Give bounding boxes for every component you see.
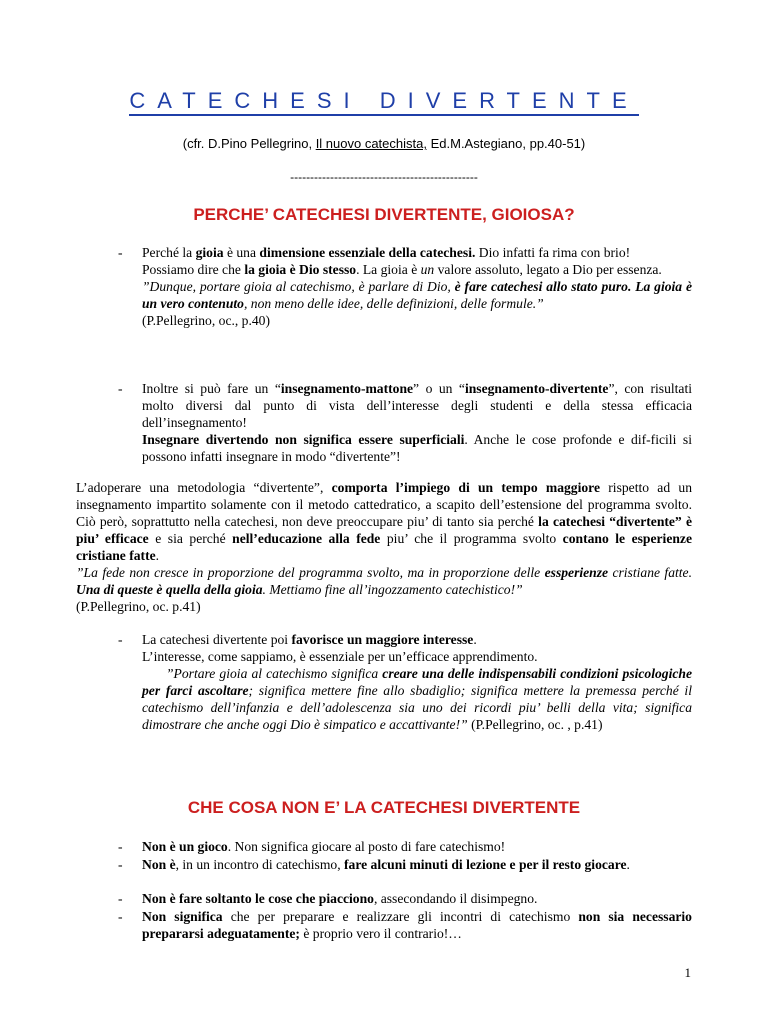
- bullet-dash: -: [118, 839, 123, 854]
- body-paragraph: L’adoperare una metodologia “divertente”, comporta l’impiego di un tempo maggiore rispetto ad un insegnamento impartito solamente con il metodo cattedratico, a scapito dell’estensione del programma svolto. Ciò però, soprattutto nella catechesi, non deve preoccupare piu’ di tanto sia perché la catechesi “divertente” è piu’ efficace e sia perché nell’educazione alla fede piu’ che il programma svolto contano le esperienze cristiane fatte. ”La fede non cresce in proporzione del programma svolto, ma in proporzione delle essperienze cristiane fatte. Una di queste è quella della gioia. Mettiamo fine all’ingozzamento catechistico!” (P.Pellegrino, oc. p.41): [76, 480, 692, 614]
- bullet-dash: -: [118, 857, 123, 872]
- citation: (cfr. D.Pino Pellegrino, Il nuovo catechista, Ed.M.Astegiano, pp.40-51): [182, 136, 586, 151]
- page-number: 1: [684, 965, 691, 980]
- section-heading-1: PERCHE’ CATECHESI DIVERTENTE, GIOIOSA?: [193, 205, 575, 224]
- bullet-item-1: Perché la gioia è una dimensione essenziale della catechesi. Dio infatti fa rima con brio! Possiamo dire che la gioia è Dio stesso. La gioia è un valore assoluto, legato a Dio per essenza. ”Dunque, portare gioia al catechismo, è parlare di Dio, è fare catechesi allo stato puro. La gioia è un vero contenuto, non meno delle idee, delle definizioni, delle formule.” (P.Pellegrino, oc., p.40): [142, 245, 692, 328]
- bullet-dash: -: [118, 909, 123, 924]
- bullet-dash: -: [118, 245, 123, 260]
- list-item: Non è, in un incontro di catechismo, fare alcuni minuti di lezione e per il resto giocare.: [142, 857, 630, 872]
- bullet-item-2: Inoltre si può fare un “insegnamento-mattone” o un “insegnamento-divertente”, con risultati molto diversi dal punto di vista dell’interesse degli studenti e della stessa efficacia dell’insegnamento! Insegnare divertendo non significa essere superficiali. Anche le cose profonde e dif-ficili si possono infatti insegnare in modo “divertente”!: [142, 381, 693, 464]
- section-heading-2: CHE COSA NON E’ LA CATECHESI DIVERTENTE: [187, 798, 581, 817]
- bullet-dash: -: [118, 891, 123, 906]
- list-item: Non significa che per preparare e realizzare gli incontri di catechismo non sia necessario prepararsi adeguatamente; è proprio vero il contrario!…: [142, 909, 692, 941]
- separator-line: -----------------------------------------------: [290, 170, 478, 184]
- bullet-item-3: La catechesi divertente poi favorisce un maggiore interesse. L’interesse, come sappiamo, è essenziale per un’efficace apprendimento. ”Portare gioia al catechismo significa creare una delle indispensabili condizioni psicologiche per farci ascoltare; significa mettere fine allo sbadiglio; significa mettere la premessa perché il catechismo dell’infanzia e dell’adolescenza sia uno dei ricordi piu’ belli della vita; significa dimostrare che anche oggi Dio è simpatico e accattivante!” (P.Pellegrino, oc. , p.41): [142, 632, 693, 732]
- list-item: Non è fare soltanto le cose che piacciono, assecondando il disimpegno.: [142, 891, 538, 906]
- document-title: CATECHESI DIVERTENTE: [0, 88, 768, 114]
- list-item: Non è un gioco. Non significa giocare al posto di fare catechismo!: [142, 839, 506, 854]
- bullet-dash: -: [118, 632, 123, 647]
- bullet-dash: -: [118, 381, 123, 396]
